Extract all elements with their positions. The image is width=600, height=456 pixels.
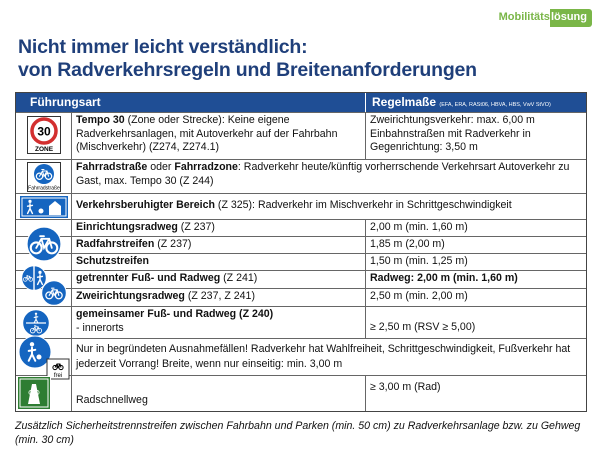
header-regelmasse: [366, 93, 586, 112]
row-tempo30-title: Tempo 30: [76, 114, 125, 126]
icon-cell: [16, 339, 72, 379]
row-fahrradstrasse-text: : Radverkehr heute/künftig vorherrschende Verkehrsart Autoverkehr zu Gast, max. Tempo 30 (Z 244): [76, 161, 570, 187]
header-regelmasse-label: Regelmaße: [372, 95, 437, 109]
row-gemeinsamer-weg-sub: - innerorts: [76, 321, 124, 334]
table-row-schutzstreifen: [16, 253, 586, 270]
verkehrsberuhigter-bereich-sign-icon: [19, 195, 69, 219]
tempo30-zone-sign-icon: [27, 116, 61, 154]
row-radschnellweg-measure: [366, 376, 586, 411]
table-row-gemeinsamer-weg: [16, 306, 586, 338]
row-gemeinsamer-weg-measure-value: ≥ 2,50 m (RSV ≥ 5,00): [370, 321, 476, 333]
row-verkehrsberuhigt-text: (Z 325): Radverkehr im Mischverkehr in Schrittgeschwindigkeit: [214, 199, 512, 211]
header-regelmasse-note: (EFA, ERA, RASt06, HBVA, HBS, VwV StVO): [439, 102, 551, 108]
row-einrichtungsradweg-text: (Z 237): [177, 221, 215, 233]
radweg-sign-icon: [26, 226, 62, 262]
row-getrennter-weg-measure-value: Radweg: 2,00 m (min. 1,60 m): [370, 272, 518, 284]
table-row-getrennter-weg: [16, 270, 586, 288]
row-einrichtungsradweg-measure: 2,00 m (min. 1,60 m): [370, 221, 468, 233]
row-gemeinsamer-weg-title-text: gemeinsamer Fuß- und Radweg (Z 240): [76, 308, 274, 320]
row-gemeinsamer-weg-measure: [366, 307, 586, 338]
icon-cell: [16, 220, 72, 236]
table-row-ausnahme: [16, 338, 586, 379]
table-row-zweirichtungsradweg: [16, 288, 586, 306]
gemeinsamer-fuss-radweg-sign-icon: [22, 309, 50, 337]
table-row-radfahrstreifen: [16, 236, 586, 253]
row-getrennter-weg-text: (Z 241): [220, 272, 258, 284]
logo-text-part2: lösung: [550, 9, 592, 27]
fahrradstrasse-sign-label: Fahrradstraße: [27, 185, 60, 192]
row-radfahrstreifen-measure: 1,85 m (2,00 m): [370, 238, 445, 250]
row-einrichtungsradweg-description: [72, 220, 366, 236]
row-ausnahme-description: Nur in begründeten Ausnahmefällen! Radverkehr hat Wahlfreiheit, Schrittgeschwindigkeit, Fußverkehr hat jederzeit Vorrang! Breite, wenn nur einseitig: min. 3,00 m: [76, 343, 571, 370]
icon-cell: [16, 113, 72, 159]
gehweg-radfahrer-frei-sign-icon: [17, 335, 71, 381]
tempo30-number: 30: [36, 124, 51, 139]
row-fahrradstrasse-description: [72, 160, 586, 193]
row-zweirichtungsradweg-title: Zweirichtungsradweg: [76, 290, 185, 302]
row-fahrradzone-title: Fahrradzone: [174, 161, 238, 173]
row-tempo30-text: (Zone oder Strecke): Keine eigene Radverkehrsanlagen, mit Autoverkehr auf der Fahrbahn (Mischverkehr) (Z274, Z274.1): [76, 114, 338, 154]
icon-cell: [16, 376, 72, 411]
zweirichtungsradweg-sign-icon: [41, 280, 67, 306]
frei-sign-label: frei: [53, 373, 62, 379]
row-getrennter-weg-measure: [366, 271, 586, 288]
row-fahrradstrasse-connector: oder: [147, 161, 175, 173]
row-schutzstreifen-measure: 1,50 m (min. 1,25 m): [370, 255, 468, 267]
row-radschnellweg-title: Radschnellweg: [76, 394, 148, 406]
brand-logo: [495, 9, 592, 27]
row-radschnellweg-measure-value: ≥ 3,00 m (Rad): [370, 381, 441, 393]
table-header: [16, 93, 586, 112]
icon-cell: [16, 194, 72, 219]
footnote: Zusätzlich Sicherheitstrennstreifen zwischen Fahrbahn und Parken (min. 50 cm) zu Radverkehrsanlage bzw. zu Gehweg (min. 30 cm): [15, 420, 581, 446]
row-schutzstreifen-title: Schutzstreifen: [76, 255, 149, 267]
table-row-einrichtungsradweg: [16, 219, 586, 236]
row-gemeinsamer-weg-title: [76, 308, 363, 322]
row-verkehrsberuhigt-title: Verkehrsberuhigter Bereich: [76, 199, 215, 211]
table-row-tempo30: [16, 112, 586, 159]
tempo30-zone-label: ZONE: [34, 146, 53, 153]
icon-cell: [16, 160, 72, 193]
table-row-verkehrsberuhigt: [16, 193, 586, 219]
row-einrichtungsradweg-title: Einrichtungsradweg: [76, 221, 178, 233]
row-tempo30-measure: Zweirichtungsverkehr: max. 6,00 m Einbahnstraßen mit Radverkehr in Gegenrichtung: 3,50 m: [370, 114, 535, 154]
radschnellweg-sign-icon: [17, 376, 51, 410]
fahrradstrasse-sign-icon: [27, 162, 61, 192]
title-line-1: Nicht immer leicht verständlich:: [18, 36, 308, 58]
row-verkehrsberuhigt-description: [72, 194, 586, 219]
title-line-2: von Radverkehrsregeln und Breitenanforderungen: [18, 59, 477, 81]
row-radschnellweg-description: [72, 376, 366, 411]
header-fuehrungsart: Führungsart: [16, 93, 366, 112]
row-fahrradstrasse-title: Fahrradstraße: [76, 161, 148, 173]
rules-table: [15, 92, 587, 412]
row-getrennter-weg-description: [72, 271, 366, 288]
row-radfahrstreifen-text: (Z 237): [154, 238, 192, 250]
row-tempo30-description: [72, 113, 366, 159]
row-radfahrstreifen-title: Radfahrstreifen: [76, 238, 155, 250]
logo-text-part1: Mobilitäts: [498, 11, 550, 23]
table-row-radschnellweg: [16, 375, 586, 411]
icon-cell: [16, 307, 72, 338]
row-zweirichtungsradweg-text: (Z 237, Z 241): [184, 290, 255, 302]
row-gemeinsamer-weg-description: [72, 307, 366, 338]
row-radfahrstreifen-description: [72, 237, 366, 253]
row-zweirichtungsradweg-measure: 2,50 m (min. 2,00 m): [370, 290, 468, 302]
row-getrennter-weg-title: getrennter Fuß- und Radweg: [76, 272, 221, 284]
table-row-fahrradstrasse: [16, 159, 586, 193]
row-zweirichtungsradweg-description: [72, 289, 366, 306]
page-title: [18, 36, 588, 82]
icon-cell: [16, 271, 72, 288]
row-schutzstreifen-description: [72, 254, 366, 270]
